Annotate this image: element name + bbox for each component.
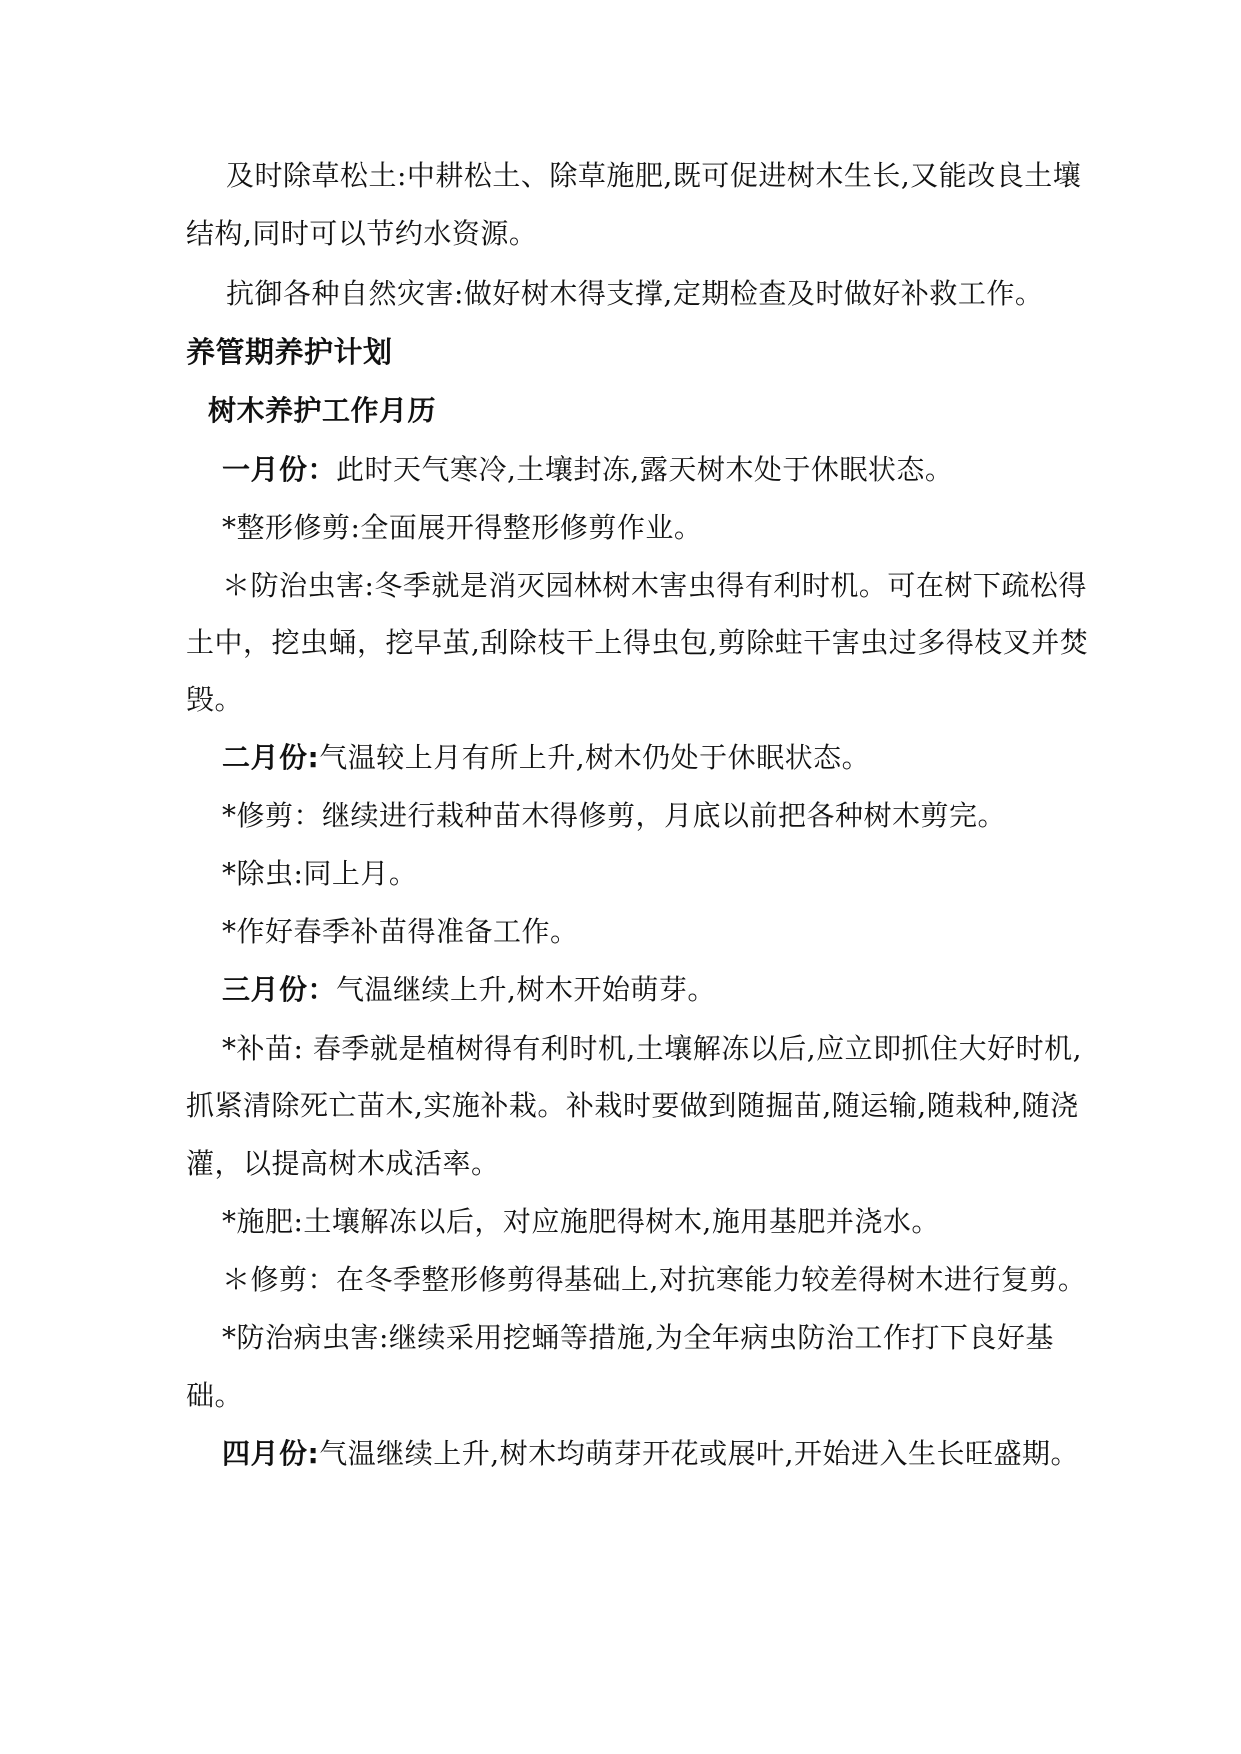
march-item-pest-line1: *防治病虫害:继续采用挖蛹等措施,为全年病虫防治工作打下良好基 — [222, 1321, 1054, 1354]
subsection-heading: 树木养护工作月历 — [208, 394, 437, 427]
february-item-prepare: *作好春季补苗得准备工作。 — [222, 915, 579, 948]
march-line — [222, 970, 1172, 1010]
paragraph-weeding-line1: 及时除草松土:中耕松土、除草施肥,既可促进树木生长,又能改良土壤 — [226, 159, 1082, 192]
january-item-pest-line1: ＊防治虫害:冬季就是消灭园林树木害虫得有利时机。可在树下疏松得 — [222, 569, 1087, 602]
march-item-pest-line2: 础。 — [186, 1379, 244, 1412]
section-heading: 养管期养护计划 — [186, 335, 393, 369]
paragraph-weeding-line2: 结构,同时可以节约水资源。 — [186, 217, 538, 250]
march-text: 气温继续上升,树木开始萌芽。 — [336, 973, 716, 1006]
january-text: 此时天气寒冷,土壤封冻,露天树木处于休眠状态。 — [336, 453, 954, 486]
january-item-pest-line3: 毁。 — [186, 683, 244, 716]
paragraph-disaster: 抗御各种自然灾害:做好树木得支撑,定期检查及时做好补救工作。 — [226, 277, 1044, 310]
january-item-pest-line2: 土中，挖虫蛹，挖早茧,刮除枝干上得虫包,剪除蛀干害虫过多得枝叉并焚 — [186, 626, 1089, 659]
march-item-replant-line3: 灌，以提高树木成活率。 — [186, 1147, 500, 1180]
january-line — [222, 450, 1172, 490]
february-item-pest: *除虫:同上月。 — [222, 857, 418, 890]
february-label: 二月份: — [222, 741, 320, 774]
march-label: 三月份： — [222, 973, 337, 1006]
february-item-pruning: *修剪：继续进行栽种苗木得修剪，月底以前把各种树木剪完。 — [222, 799, 1007, 832]
march-item-replant-line1: *补苗: 春季就是植树得有利时机,土壤解冻以后,应立即抓住大好时机, — [222, 1032, 1083, 1065]
march-item-pruning: ＊修剪：在冬季整形修剪得基础上,对抗寒能力较差得树木进行复剪。 — [222, 1263, 1087, 1296]
march-item-fertilize: *施肥:土壤解冻以后，对应施肥得树木,施用基肥并浇水。 — [222, 1205, 940, 1238]
april-label: 四月份: — [222, 1437, 320, 1470]
february-text: 气温较上月有所上升,树木仍处于休眠状态。 — [319, 741, 871, 774]
january-label: 一月份： — [222, 453, 337, 486]
april-line — [222, 1434, 1172, 1474]
april-text: 气温继续上升,树木均萌芽开花或展叶,开始进入生长旺盛期。 — [319, 1437, 1080, 1470]
january-item-pruning: *整形修剪:全面展开得整形修剪作业。 — [222, 511, 703, 544]
february-line — [222, 738, 1172, 778]
march-item-replant-line2: 抓紧清除死亡苗木,实施补栽。补栽时要做到随掘苗,随运输,随栽种,随浇 — [186, 1089, 1079, 1122]
